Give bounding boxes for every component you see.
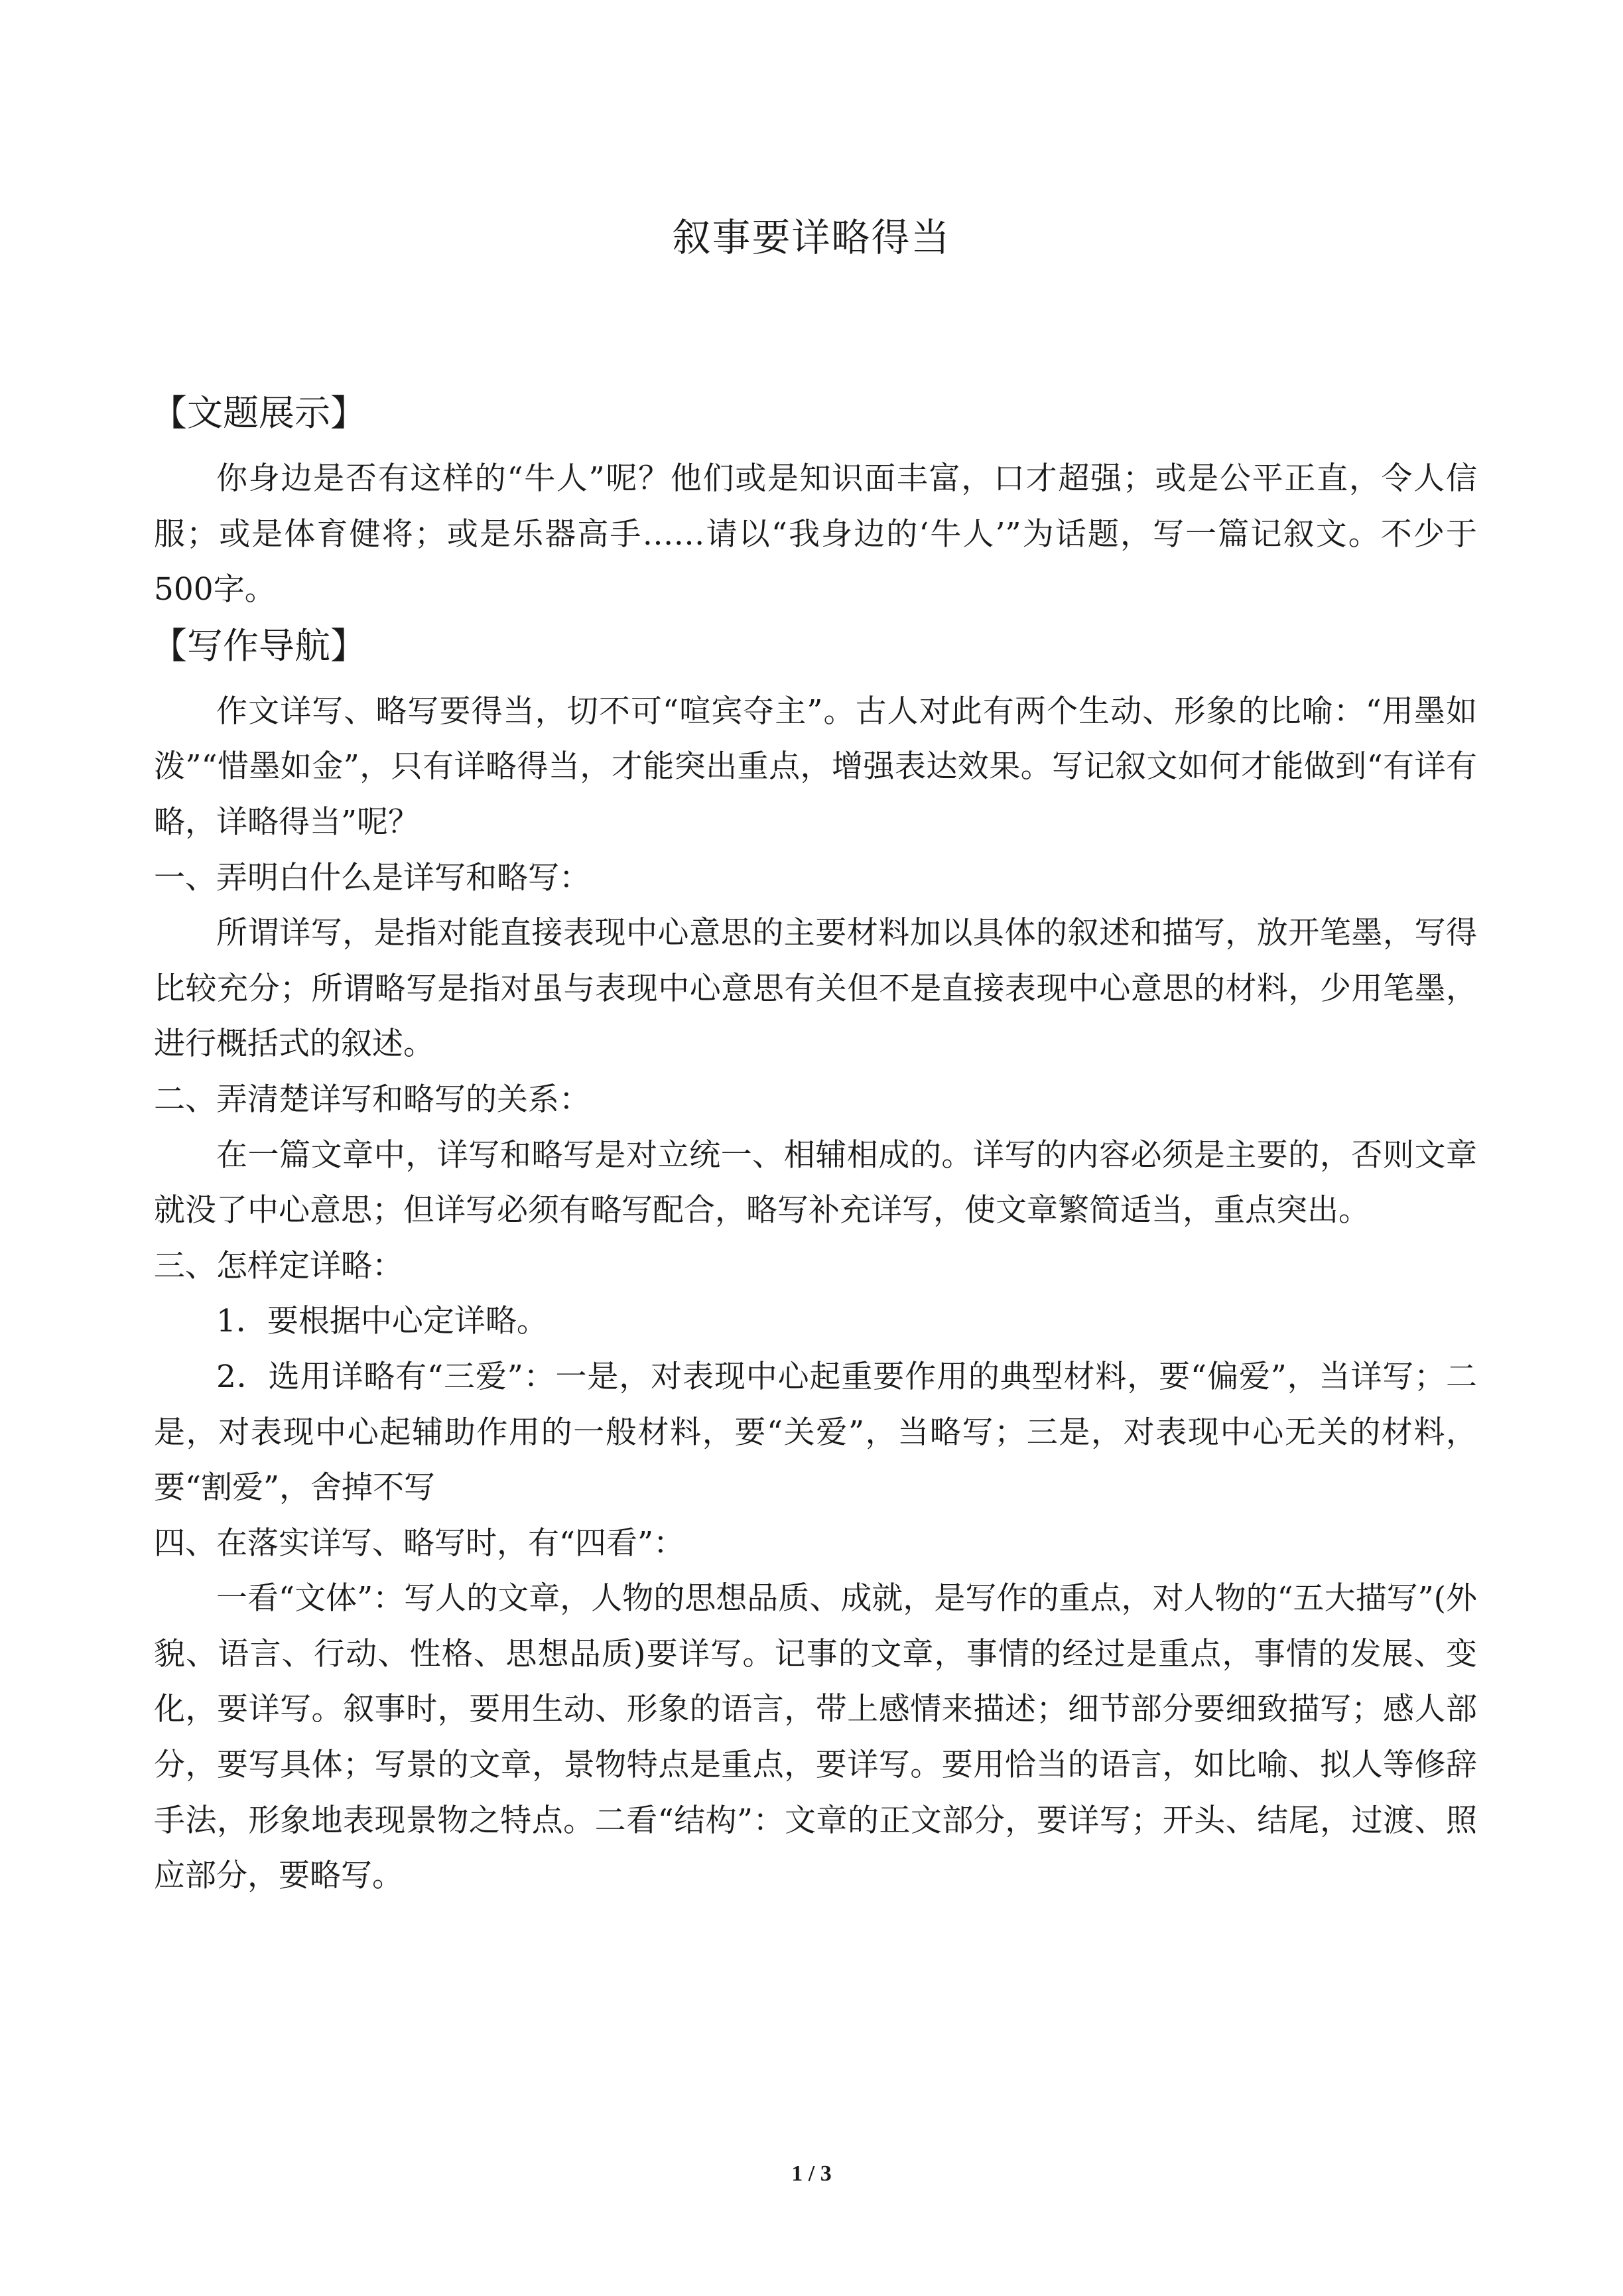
paragraph-definition: 所谓详写，是指对能直接表现中心意思的主要材料加以具体的叙述和描写，放开笔墨，写得比较充分；所谓略写是指对虽与表现中心意思有关但不是直接表现中心意思的材料，少用笔墨，进行概括式的叙述。 <box>154 915 1477 1063</box>
document-title: 叙事要详略得当 <box>672 215 951 260</box>
paragraph-four-looks: 一看“文体”：写人的文章，人物的思想品质、成就，是写作的重点，对人物的“五大描写”(外貌、语言、行动、性格、思想品质)要详写。记事的文章，事情的经过是重点，事情的发展、变化，要详写。叙事时，要用生动、形象的语言，带上感情来描述；细节部分要细致描写；感人部分，要写具体；写景的文章，景物特点是重点，要详写。要用恰当的语言，如比喻、拟人等修辞手法，形象地表现景物之特点。二看“结构”：文章的正文部分，要详写；开头、结尾，过渡、照应部分，要略写。 <box>154 1580 1477 1895</box>
paragraph-rule-2: 2．选用详略有“三爱”：一是，对表现中心起重要作用的典型材料，要“偏爱”，当详写；二是，对表现中心起辅助作用的一般材料，要“关爱”，当略写；三是，对表现中心无关的材料，要“割爱”，舍掉不写 <box>154 1358 1477 1507</box>
document-body <box>151 385 1477 1904</box>
section-heading-topic: 【文题展示】 <box>151 392 366 434</box>
subheading-4: 四、在落实详写、略写时，有“四看”： <box>154 1524 685 1562</box>
page-number: 1 / 3 <box>791 2161 832 2186</box>
subheading-2: 二、弄清楚详写和略写的关系： <box>154 1081 590 1118</box>
paragraph-guide-intro: 作文详写、略写要得当，切不可“喧宾夺主”。古人对此有两个生动、形象的比喻：“用墨如泼”“惜墨如金”，只有详略得当，才能突出重点，增强表达效果。写记叙文如何才能做到“有详有略，详略得当”呢？ <box>154 693 1477 841</box>
section-heading-guide: 【写作导航】 <box>151 624 366 667</box>
subheading-3: 三、怎样定详略： <box>154 1247 403 1284</box>
paragraph-relationship: 在一篇文章中，详写和略写是对立统一、相辅相成的。详写的内容必须是主要的，否则文章就没了中心意思；但详写必须有略写配合，略写补充详写，使文章繁简适当，重点突出。 <box>154 1136 1477 1229</box>
paragraph-topic: 你身边是否有这样的“牛人”呢？他们或是知识面丰富，口才超强；或是公平正直，令人信服；或是体育健将；或是乐器高手……请以“我身边的‘牛人’”为话题，写一篇记叙文。不少于500字。 <box>154 460 1477 608</box>
paragraph-rule-1: 1．要根据中心定详略。 <box>216 1303 548 1340</box>
subheading-1: 一、弄明白什么是详写和略写： <box>154 859 590 896</box>
